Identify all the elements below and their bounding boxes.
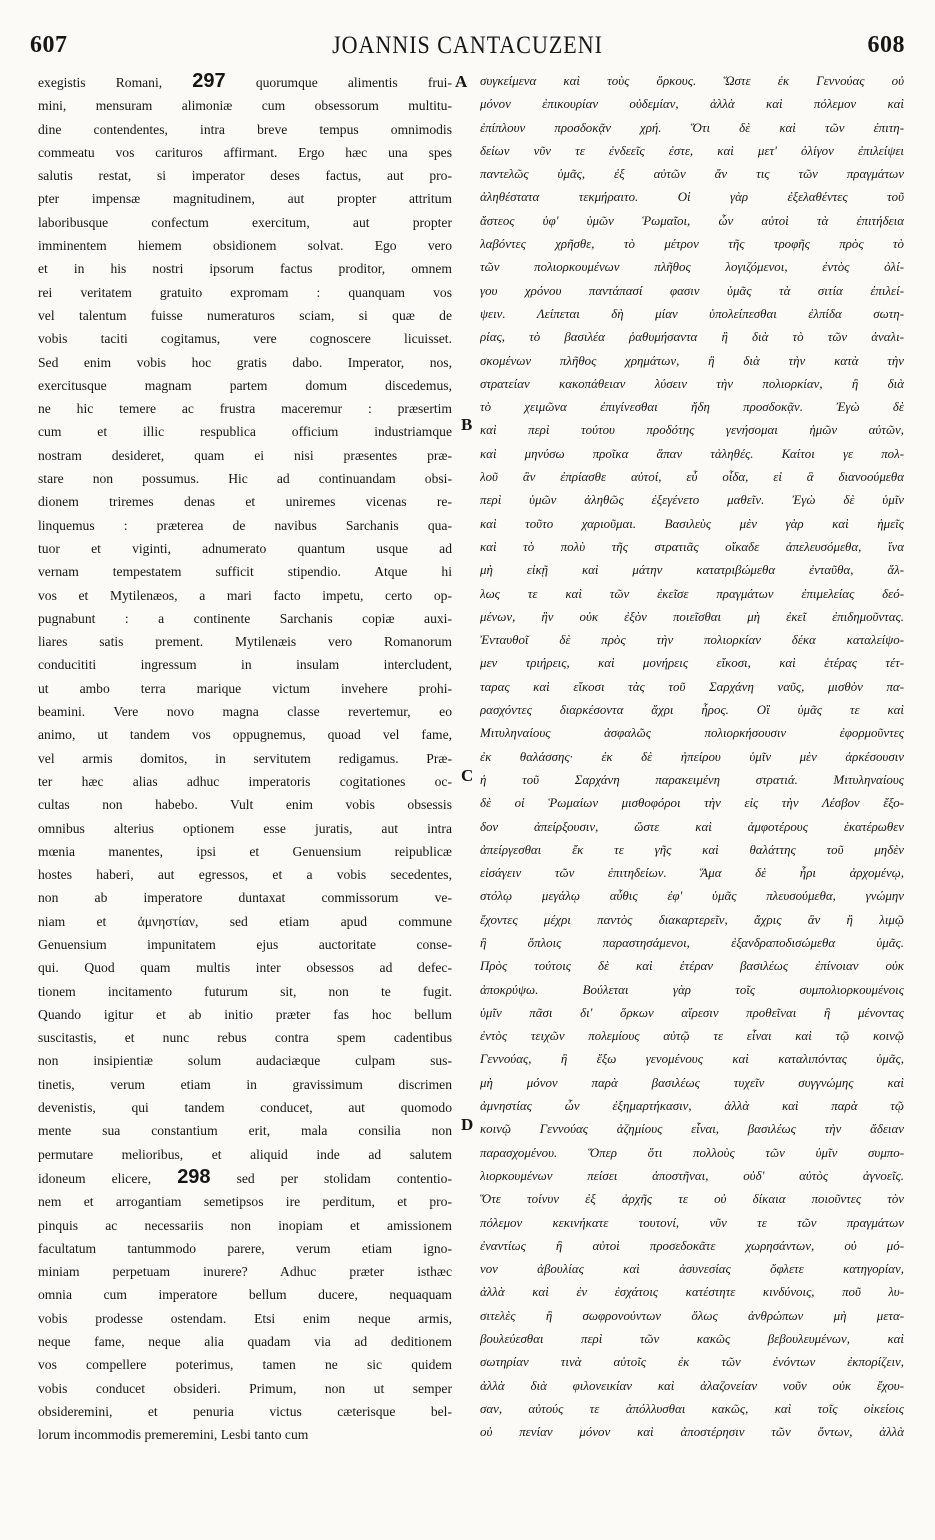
latin-line: vobis taciti cogitamus, vere cognoscere licuisset. bbox=[38, 331, 452, 347]
latin-line: Sed enim vobis hoc gratis dabo. Imperator, nos, bbox=[38, 354, 452, 370]
latin-line: pter impensæ magnitudinem, aut propter attritum bbox=[38, 191, 452, 207]
greek-line: πόλεμον κεκινήκατε τουτονί, νῦν τε τῶν πραγμάτων bbox=[480, 1215, 904, 1230]
latin-line: vel talentum fuisse numeraturos sciam, si quæ de bbox=[38, 307, 452, 323]
greek-line: ἀλλὰ διὰ φιλονεικίαν καὶ ἀλαζονείαν νοῦν οὐκ ἔχου- bbox=[480, 1378, 904, 1393]
greek-line: ἐπίπλουν προσδοκᾷν χρή. Ὅτι δὲ καὶ τῶν ἐπιτη- bbox=[480, 120, 904, 135]
latin-line: ne hic temere ac frustra maceremur : præsertim bbox=[38, 401, 452, 417]
latin-line: imminentem hiemem obsidionem solvat. Ego vero bbox=[38, 238, 452, 254]
latin-line: hostes haberi, aut egressos, et a vobis secedentes, bbox=[38, 867, 452, 883]
latin-line: stare non possumus. Hic ad continuandam obsi- bbox=[38, 471, 452, 487]
greek-line: σαν, αὐτούς τε ἀπόλλυσθαι κακῶς, καὶ τοῖς οἰκείοις bbox=[480, 1401, 904, 1416]
latin-line: neque fame, neque alia quadam via ad deditionem bbox=[38, 1334, 452, 1350]
latin-line: vobis conducet obsideri. Primum, non ut semper bbox=[38, 1380, 452, 1396]
latin-line: non insipientiæ solum audaciæque culpam sus- bbox=[38, 1053, 452, 1069]
latin-line: idoneum elicere, 298 sed per stolidam contentio- bbox=[38, 1165, 452, 1188]
greek-line: ἀμνηστίας ὧν ἐξημαρτήκασιν, ἀλλὰ καὶ παρὰ τῷ bbox=[480, 1099, 904, 1114]
greek-line: ἔχοντες μέχρι παντὸς διακαρτερεῖν, ἄχρις ἂν ἢ λιμῷ bbox=[480, 912, 904, 927]
latin-line: vos et Mytilenæos, a mari facto impetu, certo op- bbox=[38, 587, 452, 603]
page-header bbox=[30, 32, 905, 72]
greek-line: περὶ ὑμῶν ἀληθῶς ἐξεγένετο μαθεῖν. Ἐγὼ δὲ ὑμῖν bbox=[480, 493, 904, 508]
latin-line: rei veritatem gratuito expromam : quanquam vos bbox=[38, 284, 452, 300]
greek-line: κοινῷ Γεννούας ἀζημίους εἶναι, βασιλέως τὴν ἄδειαν bbox=[480, 1122, 904, 1137]
latin-line: omnia cum imperatore bellum ducere, nequaquam bbox=[38, 1287, 452, 1303]
greek-line: λοῦ ἂν ἐπρίασθε αὐτοί, εὖ οἶδα, εἰ ἃ διανοούμεθα bbox=[480, 470, 904, 485]
latin-line: laboribusque confectum exercitum, aut propter bbox=[38, 214, 452, 230]
latin-line: liares satis prement. Mytilenæis vero Romanorum bbox=[38, 634, 452, 650]
greek-line: ρίας, τὸ βασιλέα ῥαθυμήσαντα ἢ διὰ τὸ τῶν ἀναλι- bbox=[480, 330, 904, 345]
latin-column bbox=[38, 70, 452, 1447]
folio-number: 297 bbox=[192, 70, 226, 92]
running-title: JOANNIS CANTACUZENI bbox=[332, 30, 603, 59]
latin-line: dionem triremes denas et uniremes vicenas re- bbox=[38, 494, 452, 510]
greek-line: εἰσάγειν τῶν ἐπιτηδείων. Ἅμα δὲ ἦρι ἀρχομένῳ, bbox=[480, 866, 904, 881]
greek-line: Ἐνταυθοῖ δὲ πρὸς τὴν πολιορκίαν δέκα καταλείψο- bbox=[480, 633, 904, 648]
latin-line: ter hæc alias adhuc imperatoris cogitationes oc- bbox=[38, 773, 452, 789]
latin-line: tinetis, verum etiam in gravissimum discrimen bbox=[38, 1076, 452, 1092]
latin-line: salutis restat, si imperator deses factus, aut pro- bbox=[38, 168, 452, 184]
greek-line: παντελῶς ὑμᾶς, ἐξ αὐτῶν ἄν τις τῶν πραγμάτων bbox=[480, 167, 904, 182]
greek-line: τὸ χειμῶνα ἐπιγίνεσθαι ἤδη προσδοκᾷν. Ἐγὼ δὲ bbox=[480, 400, 904, 415]
greek-line: ἀποκρύψω. Βούλεται γὰρ τοῖς συμπολιορκουμένοις bbox=[480, 982, 904, 997]
section-marker-a: A bbox=[455, 72, 468, 91]
greek-line: ὑμῖν πᾶσι δι' ὅρκων αἵρεσιν προθεῖναι ἢ μένοντας bbox=[480, 1005, 904, 1020]
latin-line: pugnabunt : a continente Sarchanis copiæ auxi- bbox=[38, 610, 452, 626]
greek-line: λως τε καὶ τῶν ἐκεῖσε πραγμάτων ἐπιμελείας δεό- bbox=[480, 586, 904, 601]
greek-line: στρατείαν κακοπάθειαν λύσειν τὴν πολιορκίαν, ἢ διὰ bbox=[480, 376, 904, 391]
greek-line: ἢ ὅπλοις παραστησάμενοι, ἐξανδραποδισώμεθα ὑμᾶς. bbox=[480, 935, 904, 950]
greek-line: ἡ τοῦ Σαρχάνη παρακειμένη στρατιά. Μιτυληναίους bbox=[480, 772, 904, 787]
latin-line: vos compellere poterimus, tamen ne sic quidem bbox=[38, 1357, 452, 1373]
greek-line: καὶ τὸ πολὺ τῆς στρατιᾶς οἴκαδε ἀπελευσόμεθα, ἵνα bbox=[480, 539, 904, 554]
latin-line: suscitastis, et nunc rebus contra spem cadentibus bbox=[38, 1030, 452, 1046]
greek-line: ἀληθέστατα τεκμήραιτο. Οἱ γὰρ ἐξελαθέντες τοῦ bbox=[480, 190, 904, 205]
latin-line: exegistis Romani, 297 quorumque alimentis frui- bbox=[38, 70, 452, 92]
latin-line: tionem incitamento futurum sit, non te fugit. bbox=[38, 983, 452, 999]
latin-line: mente sua constantium erit, mala consilia non bbox=[38, 1123, 452, 1139]
greek-line: δον ἀπείρξουσιν, ὥστε καὶ ἀμφοτέρους ἑκατέρωθεν bbox=[480, 819, 904, 834]
page-number-left: 607 bbox=[30, 32, 68, 58]
latin-line: et in his nostri ipsorum factus proditor, omnem bbox=[38, 261, 452, 277]
latin-line: nem et arrogantiam semetipsos ire perditum, et pro- bbox=[38, 1194, 452, 1210]
greek-line: σκομένων πλῆθος χρημάτων, ἢ διὰ τὴν κατὰ τὴν bbox=[480, 353, 904, 368]
greek-line: καὶ περὶ τούτου προδότης γενήσομαι ἡμῶν αὐτῶν, bbox=[480, 423, 904, 438]
latin-line: beamini. Vere novo magna classe revertemur, eo bbox=[38, 704, 452, 720]
greek-line: μεν τριήρεις, καὶ μονήρεις εἴκοσι, καὶ ἑτέρας τέτ- bbox=[480, 656, 904, 671]
section-marker-c: C bbox=[461, 766, 474, 785]
greek-line: ταρας καὶ εἴκοσι τὰς τοῦ Σαρχάνη ναῦς, μισθὸν πα- bbox=[480, 679, 904, 694]
greek-line: ψειν. Λείπεται δὴ μίαν ὑπολείπεσθαι ἐλπίδα σωτη- bbox=[480, 306, 904, 321]
greek-line: μὴ μόνον παρὰ βασιλέως τυχεῖν συγγνώμης καὶ bbox=[480, 1075, 904, 1090]
folio-number: 298 bbox=[177, 1165, 211, 1188]
latin-line: linquemus : præterea de navibus Sarchanis qua- bbox=[38, 517, 452, 533]
latin-line: mini, mensuram alimoniæ cum obsessorum multitu- bbox=[38, 98, 452, 114]
latin-line: miniam perpetuam inurere? Adhuc præter isthæc bbox=[38, 1264, 452, 1280]
latin-line: facultatum tantummodo parere, verum etiam igno- bbox=[38, 1240, 452, 1256]
greek-column bbox=[480, 70, 904, 1445]
greek-line: Ὅτε τοίνυν ἐξ ἀρχῆς τε οὐ δίκαια ποιοῦντες τὸν bbox=[480, 1192, 904, 1207]
latin-line: non ab imperatore duntaxat commissorum ve- bbox=[38, 890, 452, 906]
greek-line: δὲ οἱ Ῥωμαίων μισθοφόροι τὴν εἰς τὴν Λέσβον ἔξο- bbox=[480, 796, 904, 811]
greek-line: νον ἀβουλίας καὶ ἀσυνεσίας ὄφλετε κατηγορίαν, bbox=[480, 1262, 904, 1277]
page-number-right: 608 bbox=[867, 32, 905, 58]
latin-line: commeatu vos carituros affirmant. Ergo hæc una spes bbox=[38, 144, 452, 160]
latin-line: vobis prodesse ostendam. Etsi enim neque armis, bbox=[38, 1310, 452, 1326]
greek-line: ἀλλὰ καὶ ἐν ἐσχάτοις κατέστητε κινδύνοις, ποῦ λυ- bbox=[480, 1285, 904, 1300]
greek-line: βουλεύεσθαι περὶ τῶν κακῶς βεβουλευμένων, καὶ bbox=[480, 1332, 904, 1347]
latin-line: pinquis ac necessariis non inopiam et amissionem bbox=[38, 1217, 452, 1233]
greek-line: οὐ πενίαν μόνον καὶ ἀποστέρησιν τῶν ὄντων, ἀλλὰ bbox=[480, 1425, 904, 1440]
latin-line: cultas non habebo. Vult enim vobis obsessis bbox=[38, 797, 452, 813]
latin-line: lorum incommodis premeremini, Lesbi tanto cum bbox=[38, 1427, 309, 1443]
greek-line: συγκείμενα καὶ τοὺς ὅρκους. Ὥστε ἐκ Γεννούας οὐ bbox=[480, 74, 904, 88]
latin-line: exercitusque magnam partem domum discedemus, bbox=[38, 377, 452, 393]
greek-line: ἄστεος ὑφ' ὑμῶν Ῥωμαῖοι, ὧν αὐτοὶ τὰ ἐπιτήδεια bbox=[480, 213, 904, 228]
greek-line: λαβόντες χρῆσθε, τὸ μέτρον τῆς τροφῆς πρὸς τὸ bbox=[480, 237, 904, 252]
greek-line: ἀπείργεσθαι ἔκ τε γῆς καὶ θαλάττης τοῦ μηδὲν bbox=[480, 842, 904, 857]
latin-line: ut ambo terra marique victum invehere prohi- bbox=[38, 680, 452, 696]
section-marker-b: B bbox=[461, 415, 473, 434]
greek-line: ρασχόντες διαρκέσοντα ἄχρι ἦρος. Οἳ ὑμᾶς τε καὶ bbox=[480, 703, 904, 718]
latin-line: dine contendentes, intra breve tempus omnimodis bbox=[38, 121, 452, 137]
greek-line: δείων νῦν τε ἐνδεεῖς ἐστε, καὶ μετ' ὀλίγον ἐπιλείψει bbox=[480, 143, 904, 158]
latin-line: animo, ut tandem vos oppugnemus, quoad vel fame, bbox=[38, 727, 452, 743]
greek-line: μένων, ἣν οὐκ ἐξὸν ποιεῖσθαι μὴ ἐκεῖ ἐπιδημοῦντας. bbox=[480, 609, 904, 624]
section-marker-d: D bbox=[461, 1115, 474, 1134]
latin-line: nostram desideret, quam ei nisi præsentes præ- bbox=[38, 447, 452, 463]
greek-line: Μιτυληναίους ἀσφαλῶς πολιορκήσουσιν ἐφορμοῦντες bbox=[480, 726, 904, 741]
latin-line: devenistis, qui tandem conducet, aut quomodo bbox=[38, 1100, 452, 1116]
latin-line: conducititi ingressum in insulam intercludent, bbox=[38, 657, 452, 673]
greek-line: καὶ μηνύσω προῖκα ἅπαν τἀληθές. Καίτοι γε πολ- bbox=[480, 446, 904, 461]
greek-line: μὴ εἰκῇ καὶ μάτην κατατριβώμεθα ἐνταῦθα, ἄλ- bbox=[480, 563, 904, 578]
greek-line: ἐκ θαλάσσης· ἐκ δὲ ἠπείρου ὑμῖν μὲν ἀρκέσουσιν bbox=[480, 749, 904, 764]
greek-line: παρασχομένου. Ὅπερ ὅτι πολλοὺς τῶν ὑμῖν συμπο- bbox=[480, 1145, 904, 1160]
latin-line: obsideremini, et penuria victus cæterisque bel- bbox=[38, 1403, 452, 1419]
greek-line: λιορκουμένων πείσει ἀποστῆναι, οὐδ' αὐτὸς ἀγνοεῖς. bbox=[480, 1168, 904, 1183]
greek-line: Πρὸς τούτοις δὲ καὶ ἑτέραν βασιλέως ἐπίνοιαν οὐκ bbox=[480, 959, 904, 974]
latin-line: niam et ἀμνηστίαν, sed etiam apud commune bbox=[38, 913, 452, 929]
latin-line: permutare melioribus, et aliquid inde ad salutem bbox=[38, 1146, 452, 1162]
greek-line: ἐντὸς τειχῶν πολεμίους αὐτῷ τε εἶναι καὶ τῷ κοινῷ bbox=[480, 1029, 904, 1044]
greek-line: τῶν πολιορκουμένων πλῆθος λογιζόμενοι, ἐντὸς ὀλί- bbox=[480, 260, 904, 275]
latin-line: omnibus alterius optionem esse juratis, aut intra bbox=[38, 820, 452, 836]
latin-line: cum et illic respublica officium industriamque bbox=[38, 424, 452, 440]
greek-line: σωτηρίαν τινὰ αὐτοῖς ἐκ τῶν ἐνόντων ἐκπορίζειν, bbox=[480, 1355, 904, 1370]
greek-line: Γεννούας, ἢ ἔξω γενομένους καὶ καταλιπόντας ὑμᾶς, bbox=[480, 1052, 904, 1067]
latin-line: tuor et viginti, adnumerato quantum usque ad bbox=[38, 540, 452, 556]
latin-line: Quando igitur et ab initio præter fas hoc bellum bbox=[38, 1006, 452, 1022]
greek-line: καὶ τοῦτο χαριοῦμαι. Βασιλεὺς μὲν γὰρ καὶ ἡμεῖς bbox=[480, 516, 904, 531]
latin-line: vel armis domitos, in servitutem redigamus. Præ- bbox=[38, 750, 452, 766]
greek-line: ἐναντίως ἢ αὐτοὶ προσεδοκᾶτε χωρησάντων, οὐ μό- bbox=[480, 1238, 904, 1253]
greek-line: στόλῳ μεγάλῳ αὖθις ἐφ' ὑμᾶς πλευσούμεθα, γνώμην bbox=[480, 889, 904, 904]
latin-line: mœnia manentes, ipsi et Genuensium reipublicæ bbox=[38, 843, 452, 859]
latin-line: vernam tempestatem sufficit stipendio. Atque hi bbox=[38, 564, 452, 580]
greek-line: μόνον ἐπικουρίαν οὐδεμίαν, ἀλλὰ καὶ πόλεμον καὶ bbox=[480, 97, 904, 112]
latin-line: qui. Quod quam multis inter obsessos ad defec- bbox=[38, 960, 452, 976]
greek-line: σιτελὲς ἢ σωφρονούντων ὅλως ἀνθρώπων μὴ μετα- bbox=[480, 1308, 904, 1323]
latin-line: Genuensium impunitatem ejus auctoritate conse- bbox=[38, 936, 452, 952]
greek-line: γου χρόνου παντάπασί φασιν ὑμᾶς τὰ σιτία ἐπιλεί- bbox=[480, 283, 904, 298]
